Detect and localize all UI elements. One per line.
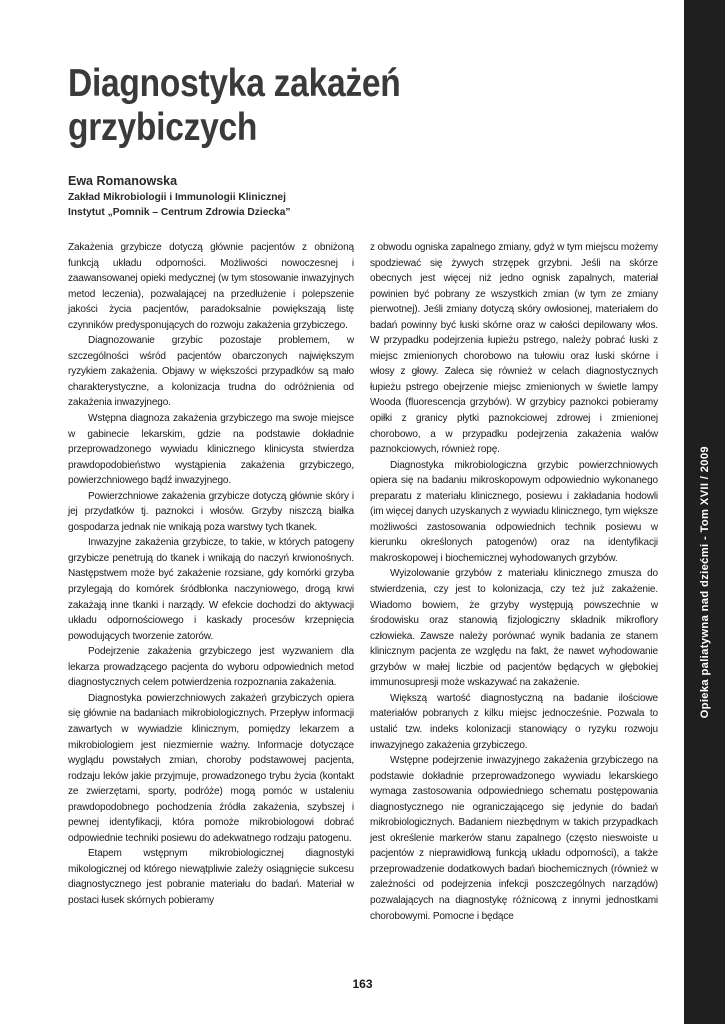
article-title-line-1: Diagnostyka zakażeń <box>68 62 401 105</box>
paragraph: Wstępna diagnoza zakażenia grzybiczego ma swoje miejsce w gabinecie lekarskim, gdzie na podstawie dokładnie przeprowadzonego wywiadu klinicznego klinicysta stwierdza prawdopodobieństwo wystąpienia zakażenia grzybiczego, powierzchniowego bądź inwazyjnego. <box>68 413 354 487</box>
paragraph: z obwodu ogniska zapalnego zmiany, gdyż w tym miejscu możemy spodziewać się żywych strzępek grzybni. Jeśli na skórze obecnych jest więcej niż jedno ognisk zapalnych, materiał powinien być pobrany ze wszystkich zmian (w tym ze zmiany pierwotnej). Jeśli zmiany dotyczą skóry owłosionej, materiałem do badań powinny być łuski skórne oraz w całości depilowany włos. W przypadku podejrzenia łupieżu pstrego, należy pobrać łuski z miejsc zmienionych chorobowo na tułowiu oraz łuski skórne i włosy z głowy. Zaleca się również w celach diagnostycznych łupieżu pstrego obejrzenie miejsc zmienionych w świetle lampy Wooda (fluorescencja grzybów). W grzybicy paznokci pobieramy opiłki z granicy płytki paznokciowej zdrowej i zmienionej chorobowo, a w przypadku podejrzenia zakażenia wałów paznokciowych, również ropę. <box>370 242 658 456</box>
journal-running-title <box>690 378 720 718</box>
paragraph: Wstępne podejrzenie inwazyjnego zakażenia grzybiczego na podstawie dokładnie przeprowadzonego wywiadu lekarskiego wymaga zastosowania odpowiedniego schematu postępowania diagnostycznego nie ograniczającego się jedynie do badań mikrobiologicznych. Badaniem niezbędnym w takich przypadkach jest określenie markerów stanu zapalnego (często nieswoiste u pacjentów z nieprawidłową funkcją układu odporności), a także przeprowadzenie dodatkowych badań biochemicznych (również w zależności od podejrzenia infekcji poszczególnych narządów) pozwalających na diagnostykę różnicową z innymi jednostkami chorobowymi. Pomocne i będące <box>370 755 658 922</box>
left-column <box>68 240 354 909</box>
affiliation-line-1: Zakład Mikrobiologii i Immunologii Klinicznej <box>68 192 286 203</box>
article-title-line-2: grzybiczych <box>68 106 258 149</box>
paragraph: Diagnostyka mikrobiologiczna grzybic powierzchniowych opiera się na badaniu mikroskopowym odpowiednio wykonanego preparatu z materiału klinicznego, posiewu i zakładania hodowli (im więcej danych uzyskanych z wywiadu klinicznego, tym większe możliwości zastosowania odpowiednich technik posiewu w kierunku określonych patogenów) oraz na identyfikacji makroskopowej i biochemicznej wyhodowanych grzybów. <box>370 459 658 564</box>
paragraph: Inwazyjne zakażenia grzybicze, to takie, w których patogeny grzybicze penetrują do tkanek i wnikają do naczyń krwionośnych. Następstwem może być zakażenie rozsiane, gdy komórki grzyba przylegają do komórek śródbłonka naczyniowego, drogą krwi zakażają inne tkanki i narządy. W efekcie dochodzi do aktywacji układu odpornościowego i kaskady procesów krzepnięcia powodujących tworzenie zatorów. <box>68 537 354 642</box>
journal-running-title-text: Opieka paliatywna nad dziećmi - Tom XVII / 2009 <box>699 445 711 718</box>
paragraph: Diagnostyka powierzchniowych zakażeń grzybiczych opiera się głównie na badaniach mikrobiologicznych. Przepływ informacji zawartych w wywiadzie klinicznym, pomiędzy lekarzem a mikrobiologiem jest niezmiernie ważny. Informacje dotyczące wyglądu powstałych zmian, choroby podstawowej pacjenta, rodzaju leków jakie przyjmuje, prowadzonego trybu życia (kontakt ze zwierzętami, sporty, podróże) mogą pomóc w ustaleniu prawdopodobnego pochodzenia źródła zakażenia, szybszej i pewnej identyfikacji, która pomoże mikrobiologowi dobrać odpowiednie techniki posiewu do adekwatnego rodzaju patogenu. <box>68 692 354 844</box>
paragraph: Powierzchniowe zakażenia grzybicze dotyczą głównie skóry i jej przydatków tj. paznokci i włosów. Grzyby niszczą białka gospodarza jednak nie wnikają poza warstwy tych tkanek. <box>68 490 354 533</box>
article-title <box>68 62 429 150</box>
paragraph: Wyizolowanie grzybów z materiału klinicznego zmusza do stwierdzenia, czy jest to kolonizacja, czy też już zakażenie. Wiadomo bowiem, że grzyby występują powszechnie w środowisku oraz stanowią fizjologiczny składnik mikroflory człowieka. Zawsze należy porównać wynik badania ze stanem klinicznym pacjenta ze względu na fakt, że nawet wyhodowanie grzybów w małej liczbie od pacjentów będących w głębokiej immunosupresji może wskazywać na zakażenie. <box>370 568 658 689</box>
right-column <box>370 240 658 924</box>
paragraph: Podejrzenie zakażenia grzybiczego jest wyzwaniem dla lekarza prowadzącego pacjenta do wyboru odpowiednich metod diagnostycznych celem potwierdzenia rozpoznania zakażenia. <box>68 646 354 689</box>
affiliation-line-2: Instytut „Pomnik – Centrum Zdrowia Dziecka” <box>68 207 291 218</box>
paragraph: Etapem wstępnym mikrobiologicznej diagnostyki mikologicznej od którego niewątpliwie zależy osiągnięcie sukcesu diagnostycznego jest pobranie materiału do badań. Materiał w postaci łusek skórnych pobieramy <box>68 848 354 906</box>
page-number: 163 <box>352 977 373 991</box>
paragraph: Diagnozowanie grzybic pozostaje problemem, w szczególności wśród pacjentów obarczonych największym ryzykiem zakażenia. Objawy w większości przypadków są mało charakterystyczne, a kolonizacja trudna do odróżnienia od zakażenia inwazyjnego. <box>68 335 354 409</box>
article-author: Ewa Romanowska <box>68 174 178 188</box>
paragraph: Większą wartość diagnostyczną na badanie ilościowe materiałów pobranych z kilku miejsc jednocześnie. Pozwala to ustalić tzw. indeks kolonizacji stanowiący o ryzyku rozwoju inwazyjnego zakażenia grzybiczego. <box>370 692 658 751</box>
paragraph: Zakażenia grzybicze dotyczą głównie pacjentów z obniżoną funkcją układu odporności. Możliwości nowoczesnej i zaawansowanej opieki medycznej (w tym stosowanie inwazyjnych metod leczenia), pozwalającej na przedłużenie i polepszenie jakości życia pacjentów, paradoksalnie powiększają listę czynników predysponujących do rozwoju zakażenia grzybiczego. <box>68 242 354 331</box>
